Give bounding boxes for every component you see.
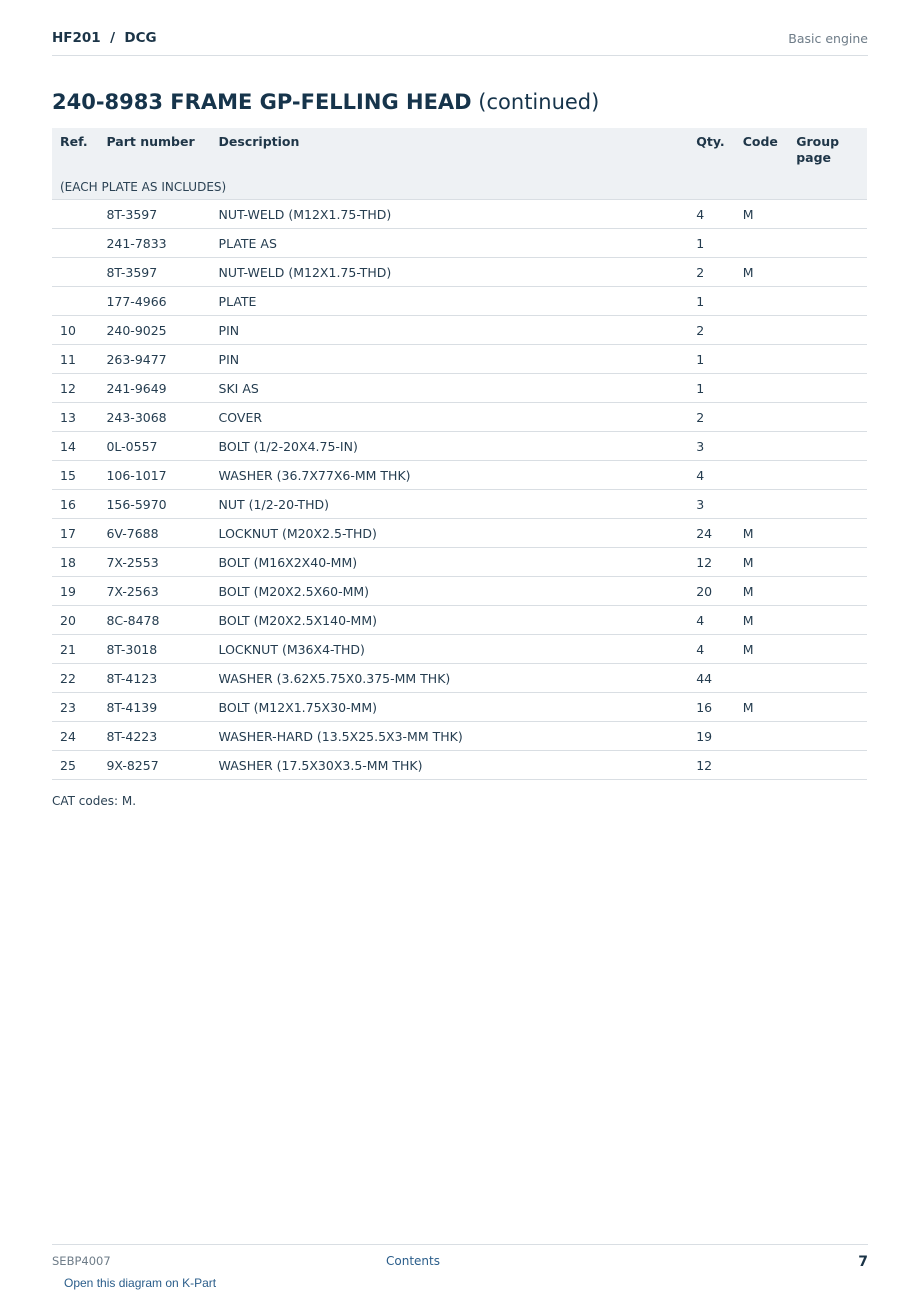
cell-qty: 1 xyxy=(688,229,734,258)
cell-qty: 24 xyxy=(688,519,734,548)
cell-qty: 3 xyxy=(688,490,734,519)
cell-group-page xyxy=(788,432,867,461)
cell-part-number: 8C-8478 xyxy=(98,606,210,635)
table-row xyxy=(52,577,867,606)
cell-description: LOCKNUT (M20X2.5-THD) xyxy=(211,519,689,548)
cell-code: M xyxy=(735,200,789,229)
table-row xyxy=(52,287,867,316)
table-row xyxy=(52,548,867,577)
cell-ref: 11 xyxy=(52,345,98,374)
cell-code xyxy=(735,316,789,345)
page-title xyxy=(52,90,599,114)
cell-group-page xyxy=(788,374,867,403)
cell-description: NUT-WELD (M12X1.75-THD) xyxy=(211,200,689,229)
cell-code xyxy=(735,490,789,519)
table-subheading: (EACH PLATE AS INCLUDES) xyxy=(52,172,867,200)
cell-ref xyxy=(52,287,98,316)
table-row xyxy=(52,461,867,490)
table-row xyxy=(52,490,867,519)
page-number: 7 xyxy=(858,1254,868,1270)
cell-qty: 4 xyxy=(688,200,734,229)
table-row xyxy=(52,635,867,664)
kpart-diagram-link[interactable]: Open this diagram on K-Part xyxy=(64,1276,217,1290)
cell-description: BOLT (1/2-20X4.75-IN) xyxy=(211,432,689,461)
cat-codes-note: CAT codes: M. xyxy=(52,794,137,808)
page-footer xyxy=(52,1244,868,1275)
cell-description: BOLT (M16X2X40-MM) xyxy=(211,548,689,577)
cell-code: M xyxy=(735,635,789,664)
cell-group-page xyxy=(788,316,867,345)
cell-ref: 25 xyxy=(52,751,98,780)
cell-group-page xyxy=(788,403,867,432)
cell-qty: 1 xyxy=(688,287,734,316)
cell-qty: 1 xyxy=(688,374,734,403)
cell-code: M xyxy=(735,577,789,606)
cell-qty: 4 xyxy=(688,635,734,664)
cell-code xyxy=(735,345,789,374)
contents-link[interactable]: Contents xyxy=(386,1254,440,1268)
table-row xyxy=(52,606,867,635)
table-row xyxy=(52,664,867,693)
cell-code xyxy=(735,722,789,751)
cell-group-page xyxy=(788,519,867,548)
cell-qty: 3 xyxy=(688,432,734,461)
cell-qty: 44 xyxy=(688,664,734,693)
cell-part-number: 156-5970 xyxy=(98,490,210,519)
cell-code: M xyxy=(735,693,789,722)
cell-part-number: 8T-3018 xyxy=(98,635,210,664)
breadcrumb: HF201 / DCG xyxy=(52,30,157,46)
table-row xyxy=(52,345,867,374)
cell-code xyxy=(735,287,789,316)
cell-group-page xyxy=(788,229,867,258)
cell-description: BOLT (M20X2.5X60-MM) xyxy=(211,577,689,606)
document-id: SEBP4007 xyxy=(52,1254,111,1268)
cell-description: WASHER (17.5X30X3.5-MM THK) xyxy=(211,751,689,780)
cell-description: WASHER (3.62X5.75X0.375-MM THK) xyxy=(211,664,689,693)
cell-description: NUT-WELD (M12X1.75-THD) xyxy=(211,258,689,287)
cell-ref xyxy=(52,229,98,258)
cell-description: SKI AS xyxy=(211,374,689,403)
cell-group-page xyxy=(788,287,867,316)
cell-qty: 2 xyxy=(688,316,734,345)
cell-part-number: 8T-4123 xyxy=(98,664,210,693)
cell-description: BOLT (M12X1.75X30-MM) xyxy=(211,693,689,722)
cell-part-number: 6V-7688 xyxy=(98,519,210,548)
cell-code: M xyxy=(735,258,789,287)
cell-qty: 19 xyxy=(688,722,734,751)
cell-qty: 20 xyxy=(688,577,734,606)
cell-ref: 15 xyxy=(52,461,98,490)
cell-qty: 4 xyxy=(688,606,734,635)
cell-group-page xyxy=(788,461,867,490)
cell-qty: 12 xyxy=(688,751,734,780)
cell-description: WASHER-HARD (13.5X25.5X3-MM THK) xyxy=(211,722,689,751)
cell-qty: 12 xyxy=(688,548,734,577)
cell-group-page xyxy=(788,722,867,751)
cell-ref: 23 xyxy=(52,693,98,722)
cell-qty: 2 xyxy=(688,258,734,287)
cell-description: LOCKNUT (M36X4-THD) xyxy=(211,635,689,664)
cell-ref: 14 xyxy=(52,432,98,461)
cell-code: M xyxy=(735,519,789,548)
table-row xyxy=(52,403,867,432)
cell-description: BOLT (M20X2.5X140-MM) xyxy=(211,606,689,635)
table-body xyxy=(52,200,867,780)
cell-ref: 19 xyxy=(52,577,98,606)
cell-ref: 10 xyxy=(52,316,98,345)
cell-group-page xyxy=(788,345,867,374)
col-part-header: Part number xyxy=(98,128,210,172)
cell-description: NUT (1/2-20-THD) xyxy=(211,490,689,519)
cell-part-number: 243-3068 xyxy=(98,403,210,432)
cell-ref: 22 xyxy=(52,664,98,693)
cell-part-number: 8T-3597 xyxy=(98,200,210,229)
page-header xyxy=(52,28,868,56)
table-row xyxy=(52,432,867,461)
cell-qty: 4 xyxy=(688,461,734,490)
cell-description: PLATE AS xyxy=(211,229,689,258)
table-row xyxy=(52,200,867,229)
cell-part-number: 106-1017 xyxy=(98,461,210,490)
table-row xyxy=(52,751,867,780)
table-row xyxy=(52,519,867,548)
cell-part-number: 240-9025 xyxy=(98,316,210,345)
cell-part-number: 7X-2553 xyxy=(98,548,210,577)
title-suffix: (continued) xyxy=(478,90,600,114)
table-row xyxy=(52,258,867,287)
table-row xyxy=(52,722,867,751)
cell-code xyxy=(735,461,789,490)
parts-table xyxy=(52,128,867,780)
cell-code xyxy=(735,229,789,258)
cell-qty: 16 xyxy=(688,693,734,722)
col-code-header: Code xyxy=(735,128,789,172)
table-row xyxy=(52,229,867,258)
cell-part-number: 8T-4223 xyxy=(98,722,210,751)
cell-ref: 17 xyxy=(52,519,98,548)
cell-part-number: 177-4966 xyxy=(98,287,210,316)
cell-description: COVER xyxy=(211,403,689,432)
cell-ref: 16 xyxy=(52,490,98,519)
cell-group-page xyxy=(788,200,867,229)
cell-code xyxy=(735,664,789,693)
col-desc-header: Description xyxy=(211,128,689,172)
cell-code xyxy=(735,751,789,780)
cell-ref: 24 xyxy=(52,722,98,751)
cell-group-page xyxy=(788,548,867,577)
cell-part-number: 241-7833 xyxy=(98,229,210,258)
cell-ref: 13 xyxy=(52,403,98,432)
col-qty-header: Qty. xyxy=(688,128,734,172)
cell-part-number: 0L-0557 xyxy=(98,432,210,461)
table-subheading-row xyxy=(52,172,867,200)
cell-part-number: 8T-3597 xyxy=(98,258,210,287)
cell-ref: 18 xyxy=(52,548,98,577)
cell-group-page xyxy=(788,751,867,780)
cell-ref xyxy=(52,258,98,287)
cell-description: WASHER (36.7X77X6-MM THK) xyxy=(211,461,689,490)
cell-group-page xyxy=(788,635,867,664)
table-row xyxy=(52,374,867,403)
cell-description: PLATE xyxy=(211,287,689,316)
cell-part-number: 8T-4139 xyxy=(98,693,210,722)
cell-ref: 20 xyxy=(52,606,98,635)
cell-part-number: 263-9477 xyxy=(98,345,210,374)
cell-ref xyxy=(52,200,98,229)
table-row xyxy=(52,693,867,722)
cell-code: M xyxy=(735,548,789,577)
cell-group-page xyxy=(788,577,867,606)
cell-group-page xyxy=(788,258,867,287)
cell-code: M xyxy=(735,606,789,635)
cell-part-number: 241-9649 xyxy=(98,374,210,403)
cell-description: PIN xyxy=(211,316,689,345)
cell-code xyxy=(735,374,789,403)
cell-qty: 2 xyxy=(688,403,734,432)
col-group-header: Group page xyxy=(788,128,867,172)
table-header-row xyxy=(52,128,867,172)
col-ref-header: Ref. xyxy=(52,128,98,172)
title-main: 240-8983 FRAME GP-FELLING HEAD xyxy=(52,90,472,114)
cell-group-page xyxy=(788,693,867,722)
cell-part-number: 9X-8257 xyxy=(98,751,210,780)
cell-qty: 1 xyxy=(688,345,734,374)
cell-ref: 21 xyxy=(52,635,98,664)
section-label: Basic engine xyxy=(788,31,868,46)
cell-code xyxy=(735,432,789,461)
cell-group-page xyxy=(788,664,867,693)
cell-code xyxy=(735,403,789,432)
table-row xyxy=(52,316,867,345)
cell-description: PIN xyxy=(211,345,689,374)
cell-part-number: 7X-2563 xyxy=(98,577,210,606)
cell-group-page xyxy=(788,606,867,635)
cell-group-page xyxy=(788,490,867,519)
cell-ref: 12 xyxy=(52,374,98,403)
